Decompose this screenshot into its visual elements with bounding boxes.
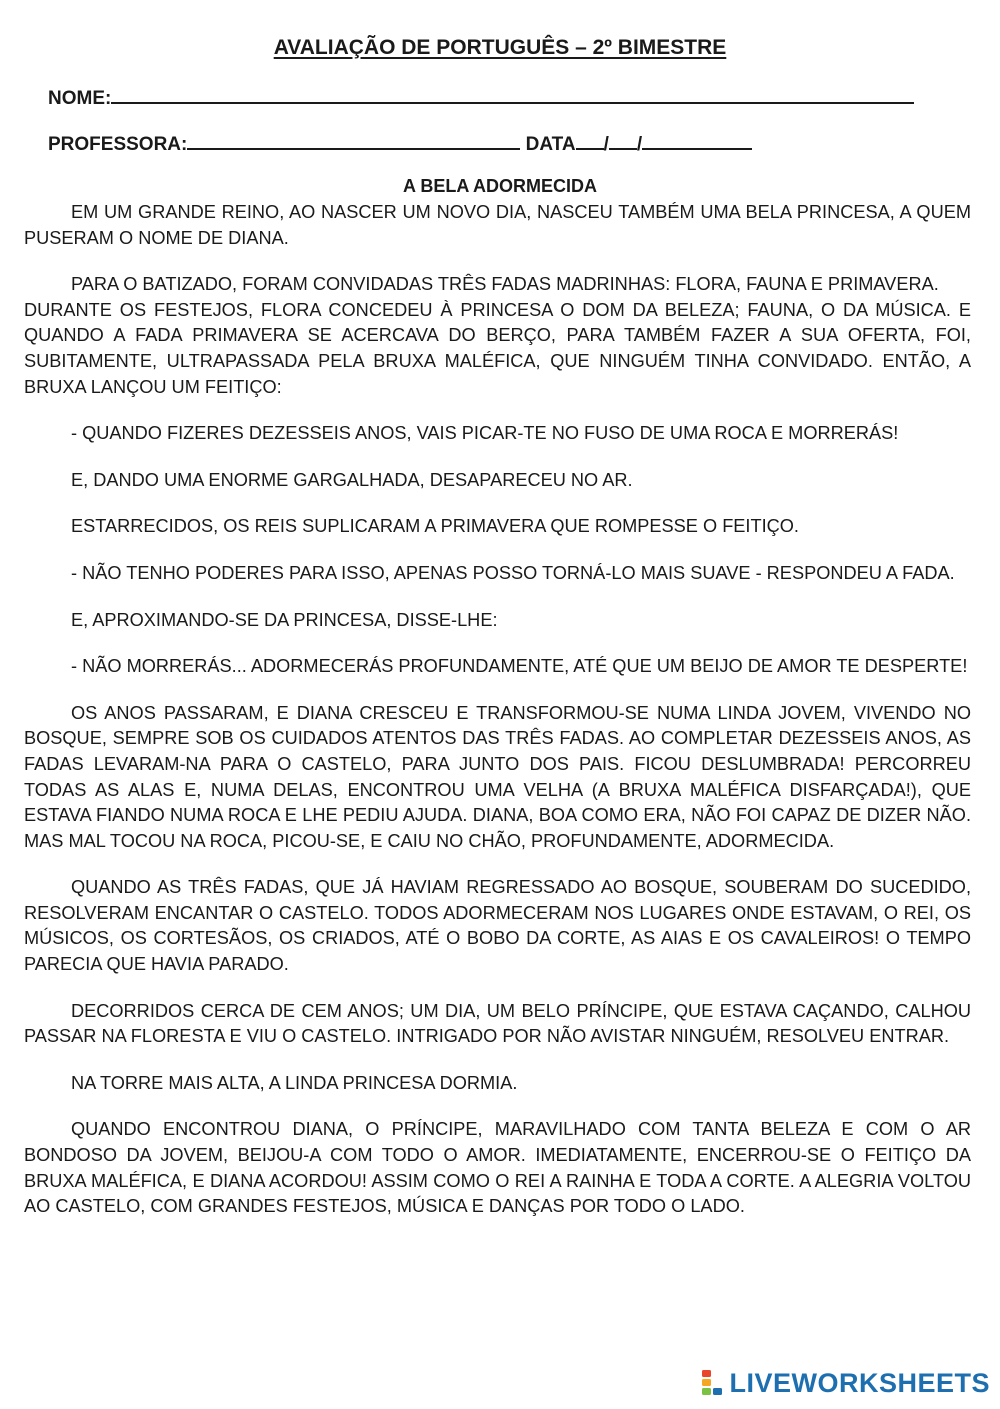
story-paragraph: E, DANDO UMA ENORME GARGALHADA, DESAPARECEU NO AR. — [71, 469, 633, 490]
story-paragraph: QUANDO ENCONTROU DIANA, O PRÍNCIPE, MARAVILHADO COM TANTA BELEZA E COM O AR BONDOSO DA JOVEM, BEIJOU-A COM TODO O AMOR. IMEDIATAMENTE, ENCERROU-SE O FEITIÇO DA BRUXA MALÉFICA, E DIANA ACORDOU! ASSIM COMO O REI A RAINHA E TODA A CORTE. A ALEGRIA VOLTOU AO CASTELO, COM GRANDES FESTEJOS, MÚSICA E DANÇAS POR TODO O LADO. — [24, 1119, 971, 1217]
liveworksheets-watermark[interactable] — [701, 1365, 990, 1401]
liveworksheets-logo-icon — [701, 1368, 725, 1398]
story-paragraph: E, APROXIMANDO-SE DA PRINCESA, DISSE-LHE: — [71, 609, 498, 630]
name-field[interactable] — [48, 86, 914, 110]
name-label: NOME: — [48, 88, 112, 109]
date-separator: / — [603, 134, 609, 155]
story-paragraph: DECORRIDOS CERCA DE CEM ANOS; UM DIA, UM BELO PRÍNCIPE, QUE ESTAVA CAÇANDO, CALHOU PASSAR NA FLORESTA E VIU O CASTELO. INTRIGADO POR NÃO AVISTAR NINGUÉM, RESOLVEU ENTRAR. — [24, 1000, 971, 1047]
story-paragraph: NA TORRE MAIS ALTA, A LINDA PRINCESA DORMIA. — [71, 1072, 518, 1093]
story-paragraph: - NÃO TENHO PODERES PARA ISSO, APENAS POSSO TORNÁ-LO MAIS SUAVE - RESPONDEU A FADA. — [71, 562, 955, 583]
watermark-text: LIVEWORKSHEETS — [729, 1367, 990, 1398]
story-paragraph: PARA O BATIZADO, FORAM CONVIDADAS TRÊS FADAS MADRINHAS: FLORA, FAUNA E PRIMAVERA. — [71, 274, 939, 295]
story-title: A BELA ADORMECIDA — [403, 176, 597, 196]
story-paragraph: DURANTE OS FESTEJOS, FLORA CONCEDEU À PRINCESA O DOM DA BELEZA; FAUNA, O DA MÚSICA. E QUANDO A FADA PRIMAVERA SE ACERCAVA DO BERÇO, PARA TAMBÉM FAZER A SUA OFERTA, FOI, SUBITAMENTE, ULTRAPASSADA PELA BRUXA MALÉFICA, QUE NINGUÉM TINHA CONVIDADO. ENTÃO, A BRUXA LANÇOU UM FEITIÇO: — [24, 299, 971, 397]
date-separator: / — [636, 134, 643, 155]
story-paragraph: EM UM GRANDE REINO, AO NASCER UM NOVO DIA, NASCEU TAMBÉM UMA BELA PRINCESA, A QUEM PUSERAM O NOME DE DIANA. — [24, 202, 971, 248]
date-month-blank[interactable] — [609, 132, 637, 150]
teacher-label: PROFESSORA: — [48, 134, 188, 155]
story-paragraph: - NÃO MORRERÁS... ADORMECERÁS PROFUNDAMENTE, ATÉ QUE UM BEIJO DE AMOR TE DESPERTE! — [71, 656, 968, 677]
story-paragraph: ESTARRECIDOS, OS REIS SUPLICARAM A PRIMAVERA QUE ROMPESSE O FEITIÇO. — [71, 516, 799, 537]
teacher-blank[interactable] — [187, 132, 520, 150]
story-paragraph: QUANDO AS TRÊS FADAS, QUE JÁ HAVIAM REGRESSADO AO BOSQUE, SOUBERAM DO SUCEDIDO, RESOLVERAM ENCANTAR O CASTELO. TODOS ADORMECERAM NOS LUGARES ONDE ESTAVAM, O REI, OS MÚSICOS, OS CORTESÃOS, OS CRIADOS, ATÉ O BOBO DA CORTE, AS AIAS E OS CAVALEIROS! O TEMPO PARECIA QUE HAVIA PARADO. — [24, 877, 971, 975]
story-paragraph: OS ANOS PASSARAM, E DIANA CRESCEU E TRANSFORMOU-SE NUMA LINDA JOVEM, VIVENDO NO BOSQUE, SEMPRE SOB OS CUIDADOS ATENTOS DAS TRÊS FADAS. AO COMPLETAR DEZESSEIS ANOS, AS FADAS LEVARAM-NA PARA O CASTELO, PARA JUNTO DOS PAIS. FICOU DESLUMBRADA! PERCORREU TODAS AS ALAS E, NUMA DELAS, ENCONTROU UMA VELHA (A BRUXA MALÉFICA DISFARÇADA!), QUE ESTAVA FIANDO NUMA ROCA E LHE PEDIU AJUDA. DIANA, BOA COMO ERA, NÃO FOI CAPAZ DE DIZER NÃO. MAS MAL TOCOU NA ROCA, PICOU-SE, E CAIU NO CHÃO, PROFUNDAMENTE, ADORMECIDA. — [24, 702, 971, 851]
name-blank[interactable] — [111, 86, 914, 104]
date-year-blank[interactable] — [642, 132, 752, 150]
page-title: AVALIAÇÃO DE PORTUGUÊS – 2º BIMESTRE — [273, 36, 727, 59]
story-body — [24, 200, 971, 1220]
story-paragraph: - QUANDO FIZERES DEZESSEIS ANOS, VAIS PICAR-TE NO FUSO DE UMA ROCA E MORRERÁS! — [71, 423, 899, 444]
date-label: DATA — [525, 134, 576, 155]
teacher-date-field — [48, 132, 752, 156]
date-day-blank[interactable] — [576, 132, 604, 150]
